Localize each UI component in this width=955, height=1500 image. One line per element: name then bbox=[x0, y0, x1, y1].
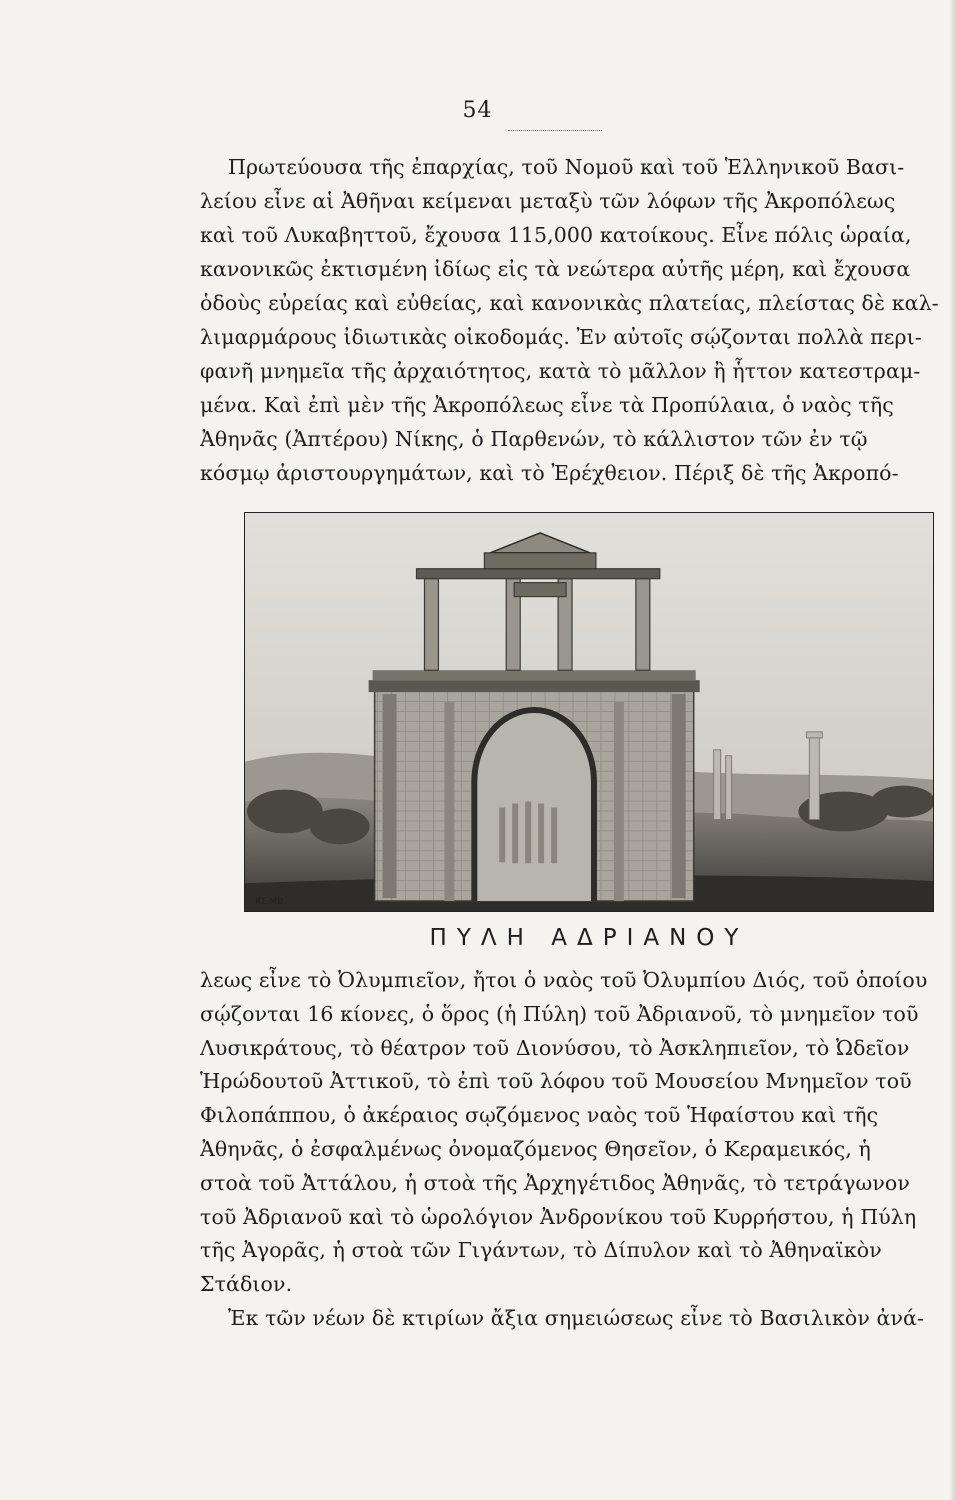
text-line: σῴζονται 16 κίονες, ὁ ὅρος (ἡ Πύλη) τοῦ Ἀδριανοῦ, τὸ μνημεῖον τοῦ bbox=[200, 1001, 919, 1026]
hadrian-gate-illustration bbox=[245, 513, 933, 911]
text-line: ὁδοὺς εὐρείας καὶ εὐθείας, καὶ κανονικὰς πλατείας, πλείστας δὲ καλ- bbox=[200, 291, 939, 315]
text-line: Ἐκ τῶν νέων δὲ κτιρίων ἄξια σημειώσεως εἶνε τὸ Βασιλικὸν ἀνά- bbox=[228, 1305, 925, 1330]
page-number-rule bbox=[508, 130, 602, 131]
text-line: στοὰ τοῦ Ἀττάλου, ἡ στοὰ τῆς Ἀρχηγέτιδος Ἀθηνᾶς, τὸ τετράγωνον bbox=[200, 1170, 910, 1195]
text-line: λεως εἶνε τὸ Ὀλυμπιεῖον, ἤτοι ὁ ναὸς τοῦ Ὀλυμπίου Διός, τοῦ ὁποίου bbox=[200, 968, 928, 992]
photo-signature: ΚΣ.ΜΒ. bbox=[255, 897, 287, 907]
text-line: Φιλοπάππου, ὁ ἀκέραιος σῳζόμενος ναὸς τοῦ Ἡφαίστου καὶ τῆς bbox=[200, 1103, 879, 1128]
text-line: κόσμῳ ἀριστουργημάτων, καὶ τὸ Ἐρέχθειον. Πέριξ δὲ τῆς Ἀκροπό- bbox=[200, 461, 899, 485]
text-line: μένα. Καὶ ἐπὶ μὲν τῆς Ἀκροπόλεως εἶνε τὰ Προπύλαια, ὁ ναὸς τῆς bbox=[200, 393, 894, 417]
text-line: τῆς Ἀγορᾶς, ἡ στοὰ τῶν Γιγάντων, τὸ Δίπυλον καὶ τὸ Ἀθηναϊκὸν bbox=[200, 1238, 882, 1263]
figure-caption: ΠΥΛΗ ΑΔΡΙΑΝΟΥ bbox=[429, 925, 749, 951]
text-line: φανῆ μνημεῖα τῆς ἀρχαιότητος, κατὰ τὸ μᾶλλον ἢ ἧττον κατεστραμ- bbox=[200, 359, 921, 383]
text-line: Στάδιον. bbox=[200, 1272, 293, 1297]
text-line: λείου εἶνε αἱ Ἀθῆναι κείμεναι μεταξὺ τῶν λόφων τῆς Ἀκροπόλεως bbox=[200, 189, 896, 213]
text-line: Ἀθηνᾶς, ὁ ἐσφαλμένως ὀνομαζόμενος Θησεῖον, ὁ Κεραμεικός, ἡ bbox=[200, 1136, 871, 1161]
text-line: τοῦ Ἀδριανοῦ καὶ τὸ ὡρολόγιον Ἀνδρονίκου τοῦ Κυρρήστου, ἡ Πύλη bbox=[200, 1204, 917, 1229]
paragraph-bottom bbox=[200, 964, 940, 1336]
text-line: λιμαρμάρους ἰδιωτικὰς οἰκοδομάς. Ἐν αὐτοῖς σῴζονται πολλὰ περι- bbox=[200, 325, 922, 349]
paragraph-top bbox=[200, 150, 940, 490]
page-number: 54 bbox=[462, 98, 493, 123]
text-line: Ἡρώδουτοῦ Ἀττικοῦ, τὸ ἐπὶ τοῦ λόφου τοῦ Μουσείου Μνημεῖον τοῦ bbox=[200, 1069, 912, 1094]
text-line: καὶ τοῦ Λυκαβηττοῦ, ἔχουσα 115,000 κατοίκους. Εἶνε πόλις ὡραία, bbox=[200, 223, 912, 247]
page-edge-shadow bbox=[949, 0, 955, 1500]
text-line: κανονικῶς ἐκτισμένη ἰδίως εἰς τὰ νεώτερα αὐτῆς μέρη, καὶ ἔχουσα bbox=[200, 257, 911, 281]
hadrian-gate-photo bbox=[244, 512, 934, 912]
text-line: Ἀθηνᾶς (Ἀπτέρου) Νίκης, ὁ Παρθενών, τὸ κάλλιστον τῶν ἐν τῷ bbox=[200, 427, 868, 451]
text-line: Λυσικράτους, τὸ θέατρον τοῦ Διονύσου, τὸ Ἀσκληπιεῖον, τὸ Ὠδεῖον bbox=[200, 1035, 910, 1060]
text-line: Πρωτεύουσα τῆς ἐπαρχίας, τοῦ Νομοῦ καὶ τοῦ Ἑλληνικοῦ Βασι- bbox=[228, 155, 905, 179]
